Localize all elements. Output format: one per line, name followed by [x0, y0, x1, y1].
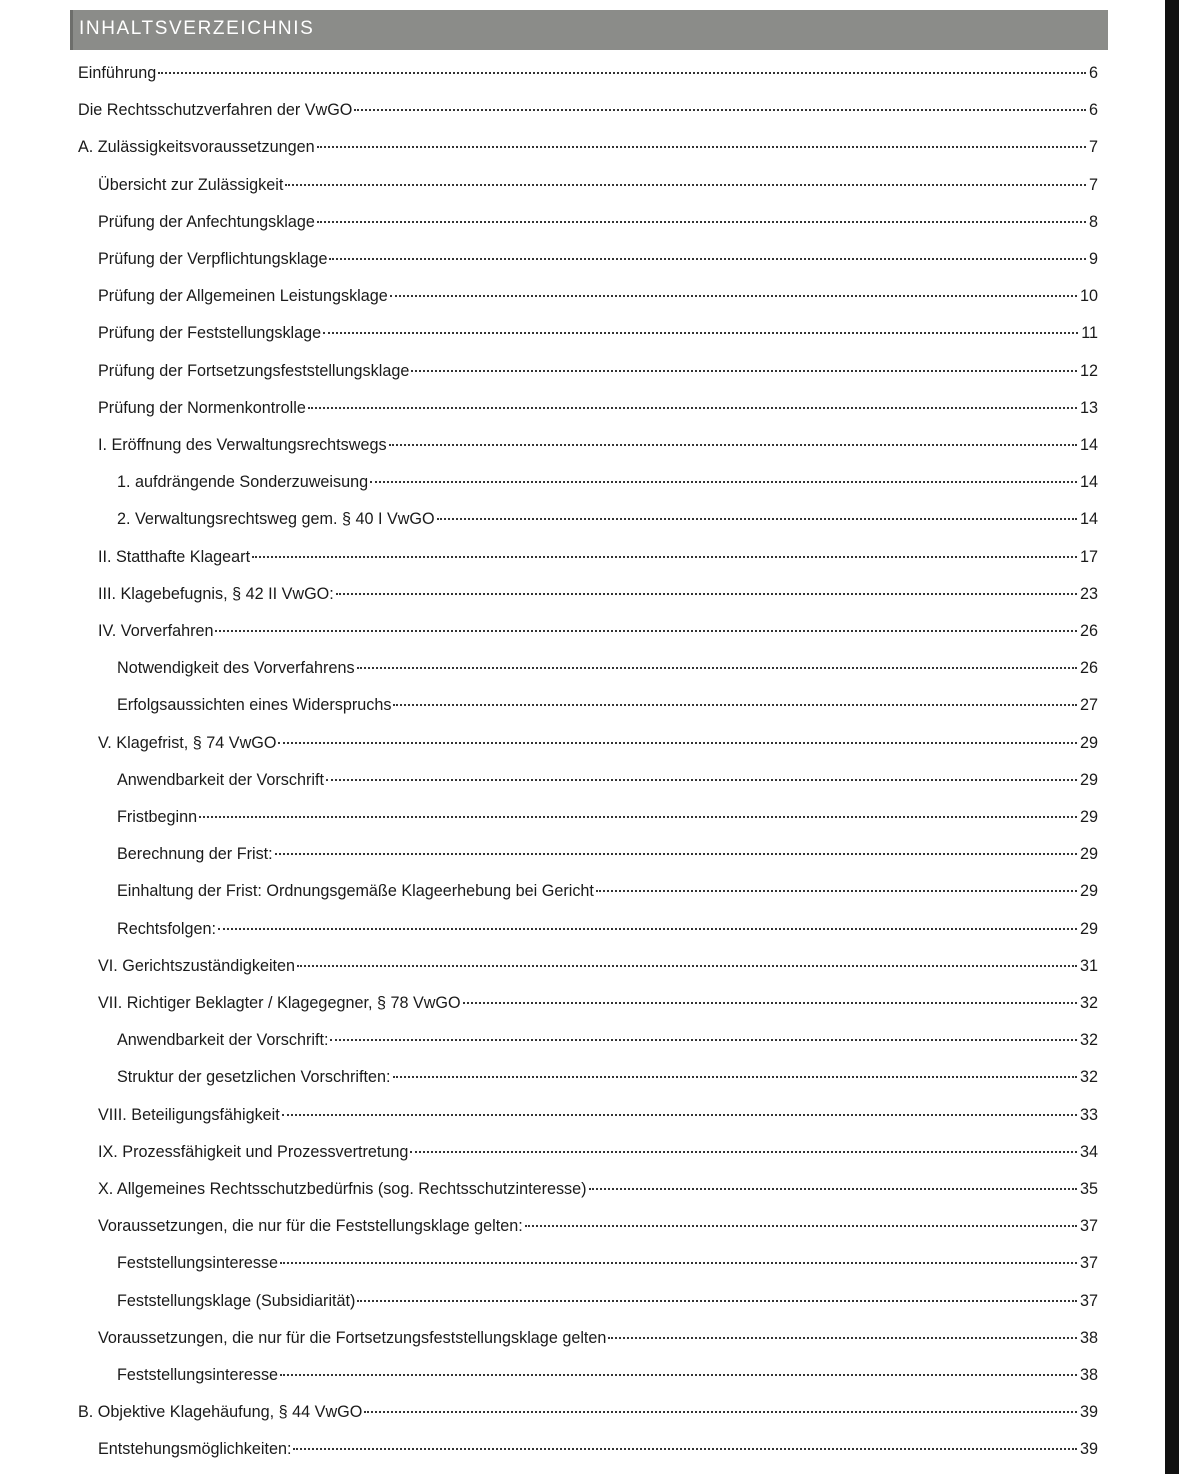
page-edge [1165, 0, 1179, 1474]
toc-dot-leader [317, 221, 1086, 223]
toc-page-number: 14 [1079, 473, 1098, 491]
toc-entry[interactable] [117, 1251, 1098, 1275]
toc-entry[interactable] [117, 879, 1098, 903]
toc-entry-label: Anwendbarkeit der Vorschrift [117, 771, 324, 789]
toc-dot-leader [275, 853, 1077, 855]
toc-page-number: 6 [1088, 64, 1098, 82]
toc-entry[interactable] [78, 98, 1098, 122]
toc-entry-label: 1. aufdrängende Sonderzuweisung [117, 473, 369, 491]
toc-entry[interactable] [117, 768, 1098, 792]
toc-entry[interactable] [98, 433, 1098, 457]
toc-entry[interactable] [98, 582, 1098, 606]
toc-dot-leader [411, 370, 1077, 372]
toc-page-number: 32 [1079, 1068, 1098, 1086]
toc-entry[interactable] [117, 470, 1098, 494]
toc-entry-label: Berechnung der Frist: [117, 845, 273, 863]
toc-page-number: 13 [1079, 399, 1098, 417]
toc-dot-leader [525, 1225, 1077, 1227]
toc-page-number: 26 [1079, 622, 1098, 640]
toc-page-number: 6 [1088, 101, 1098, 119]
toc-entry-label: Notwendigkeit des Vorverfahrens [117, 659, 355, 677]
toc-dot-leader [364, 1411, 1077, 1413]
toc-page-number: 12 [1079, 362, 1098, 380]
toc-page-number: 37 [1079, 1254, 1098, 1272]
toc-page-number: 38 [1079, 1366, 1098, 1384]
toc-dot-leader [393, 704, 1077, 706]
toc-entry[interactable] [117, 1363, 1098, 1387]
toc-dot-leader [199, 816, 1077, 818]
toc-entry[interactable] [98, 247, 1098, 271]
toc-page-number: 29 [1079, 771, 1098, 789]
toc-entry[interactable] [98, 1103, 1098, 1127]
toc-entry-label: Einführung [78, 64, 157, 82]
toc-entry-label: X. Allgemeines Rechtsschutzbedürfnis (sog. Rechtsschutzinteresse) [98, 1180, 587, 1198]
toc-entry-label: Prüfung der Normenkontrolle [98, 399, 306, 417]
toc-entry[interactable] [98, 545, 1098, 569]
toc-entry[interactable] [117, 1028, 1098, 1052]
toc-entry-label: VII. Richtiger Beklagter / Klagegegner, § 78 VwGO [98, 994, 461, 1012]
toc-entry-label: 2. Verwaltungsrechtsweg gem. § 40 I VwGO [117, 510, 435, 528]
toc-page-number: 33 [1079, 1106, 1098, 1124]
toc-page-number: 9 [1088, 250, 1098, 268]
toc-entry[interactable] [117, 805, 1098, 829]
toc-page-number: 29 [1079, 845, 1098, 863]
toc-page-number: 32 [1079, 994, 1098, 1012]
toc-page-number: 35 [1079, 1180, 1098, 1198]
toc-page-number: 7 [1088, 138, 1098, 156]
toc-entry-label: Feststellungsinteresse [117, 1366, 279, 1384]
toc-entry-label: Voraussetzungen, die nur für die Fortsetzungsfeststellungsklage gelten [98, 1329, 607, 1347]
toc-entry[interactable] [98, 396, 1098, 420]
toc-page-number: 32 [1079, 1031, 1098, 1049]
toc-page-number: 26 [1079, 659, 1098, 677]
toc-entry[interactable] [117, 507, 1098, 531]
toc-entry-label: Entstehungsmöglichkeiten: [98, 1440, 292, 1458]
toc-page-number: 37 [1079, 1292, 1098, 1310]
toc-page-number: 31 [1079, 957, 1098, 975]
toc-page-number: 14 [1079, 436, 1098, 454]
toc-entry-label: Anwendbarkeit der Vorschrift: [117, 1031, 329, 1049]
toc-dot-leader [336, 593, 1077, 595]
toc-dot-leader [330, 1039, 1077, 1041]
toc-page-number: 37 [1079, 1217, 1098, 1235]
toc-entry-label: Übersicht zur Zulässigkeit [98, 176, 284, 194]
toc-page-number: 7 [1088, 176, 1098, 194]
toc-page-number: 23 [1079, 585, 1098, 603]
toc-dot-leader [589, 1188, 1077, 1190]
toc-entry-label: Prüfung der Fortsetzungsfeststellungsklage [98, 362, 410, 380]
toc-entry-label: Prüfung der Anfechtungsklage [98, 213, 315, 231]
toc-entry-label: VI. Gerichtszuständigkeiten [98, 957, 296, 975]
toc-entry-label: Voraussetzungen, die nur für die Feststellungsklage gelten: [98, 1217, 523, 1235]
toc-entry-label: Feststellungsklage (Subsidiarität) [117, 1292, 356, 1310]
toc-entry[interactable] [117, 693, 1098, 717]
toc-dot-leader [297, 965, 1077, 967]
toc-dot-leader [280, 1262, 1077, 1264]
toc-entry[interactable] [117, 656, 1098, 680]
toc-entry-label: III. Klagebefugnis, § 42 II VwGO: [98, 585, 334, 603]
toc-entry[interactable] [78, 61, 1098, 85]
toc-page-number: 27 [1079, 696, 1098, 714]
toc-dot-leader [390, 295, 1077, 297]
toc-entry[interactable] [98, 1437, 1098, 1461]
toc-dot-leader [218, 928, 1077, 930]
toc-entry-label: VIII. Beteiligungsfähigkeit [98, 1106, 280, 1124]
toc-entry-label: V. Klagefrist, § 74 VwGO [98, 734, 277, 752]
toc-dot-leader [285, 184, 1086, 186]
toc-entry-label: Prüfung der Allgemeinen Leistungsklage [98, 287, 388, 305]
toc-page-number: 34 [1079, 1143, 1098, 1161]
toc-dot-leader [158, 72, 1086, 74]
toc-dot-leader [293, 1448, 1077, 1450]
toc-entry[interactable] [98, 1177, 1098, 1201]
toc-dot-leader [410, 1151, 1077, 1153]
toc-page-number: 29 [1079, 808, 1098, 826]
toc-page-number: 14 [1079, 510, 1098, 528]
toc-entry-label: B. Objektive Klagehäufung, § 44 VwGO [78, 1403, 363, 1421]
toc-entry[interactable] [98, 173, 1098, 197]
toc-dot-leader [317, 146, 1086, 148]
toc-dot-leader [308, 407, 1077, 409]
toc-entry[interactable] [98, 731, 1098, 755]
toc-entry[interactable] [78, 135, 1098, 159]
toc-entry-label: Die Rechtsschutzverfahren der VwGO [78, 101, 353, 119]
toc-dot-leader [463, 1002, 1077, 1004]
toc-dot-leader [393, 1076, 1077, 1078]
toc-page-number: 38 [1079, 1329, 1098, 1347]
toc-entry-label: IV. Vorverfahren [98, 622, 214, 640]
toc-dot-leader [389, 444, 1077, 446]
toc-entry-label: Prüfung der Verpflichtungsklage [98, 250, 328, 268]
toc-entry[interactable] [98, 284, 1098, 308]
toc-entry[interactable] [78, 1400, 1098, 1424]
toc-dot-leader [608, 1337, 1077, 1339]
toc-dot-leader [329, 258, 1086, 260]
toc-entry[interactable] [98, 619, 1098, 643]
toc-entry-label: Rechtsfolgen: [117, 920, 216, 938]
toc-dot-leader [323, 332, 1078, 334]
toc-entry[interactable] [117, 842, 1098, 866]
toc-page-number: 8 [1088, 213, 1098, 231]
toc-dot-leader [326, 779, 1077, 781]
toc-entry[interactable] [98, 321, 1098, 345]
toc-dot-leader [215, 630, 1077, 632]
toc-page-number: 10 [1079, 287, 1098, 305]
toc-entry[interactable] [117, 917, 1098, 941]
toc-dot-leader [437, 518, 1077, 520]
toc-entry-label: Erfolgsaussichten eines Widerspruchs [117, 696, 392, 714]
toc-entry-label: Prüfung der Feststellungsklage [98, 324, 322, 342]
toc-page-number: 29 [1079, 920, 1098, 938]
toc-entry[interactable] [98, 991, 1098, 1015]
toc-entry[interactable] [98, 359, 1098, 383]
toc-entry-label: II. Statthafte Klageart [98, 548, 251, 566]
toc-entry-label: IX. Prozessfähigkeit und Prozessvertretung [98, 1143, 409, 1161]
toc-entry[interactable] [98, 954, 1098, 978]
toc-entry[interactable] [98, 1140, 1098, 1164]
toc-entry-label: Struktur der gesetzlichen Vorschriften: [117, 1068, 391, 1086]
toc-dot-leader [278, 742, 1077, 744]
toc-entry[interactable] [98, 1214, 1098, 1238]
toc-page-number: 17 [1079, 548, 1098, 566]
toc-dot-leader [357, 667, 1077, 669]
toc-dot-leader [252, 556, 1077, 558]
toc-page-number: 39 [1079, 1440, 1098, 1458]
toc-entry-label: Fristbeginn [117, 808, 198, 826]
toc-dot-leader [370, 481, 1077, 483]
toc-page-number: 29 [1079, 882, 1098, 900]
toc-entry-label: I. Eröffnung des Verwaltungsrechtswegs [98, 436, 387, 454]
toc-page-number: 11 [1081, 324, 1098, 342]
toc-entry[interactable] [117, 1065, 1098, 1089]
toc-dot-leader [357, 1300, 1077, 1302]
toc-entry[interactable] [98, 210, 1098, 234]
toc-entry-label: Feststellungsinteresse [117, 1254, 279, 1272]
toc-page-number: 29 [1079, 734, 1098, 752]
toc-dot-leader [596, 890, 1077, 892]
toc-dot-leader [282, 1114, 1077, 1116]
toc-entry[interactable] [98, 1326, 1098, 1350]
toc-dot-leader [354, 109, 1086, 111]
toc-entry-label: Einhaltung der Frist: Ordnungsgemäße Klageerhebung bei Gericht [117, 882, 594, 900]
toc-page-number: 39 [1079, 1403, 1098, 1421]
toc-dot-leader [280, 1374, 1077, 1376]
toc-entry-label: A. Zulässigkeitsvoraussetzungen [78, 138, 315, 156]
toc-title: INHALTSVERZEICHNIS [79, 18, 315, 39]
toc-entry[interactable] [117, 1289, 1098, 1313]
